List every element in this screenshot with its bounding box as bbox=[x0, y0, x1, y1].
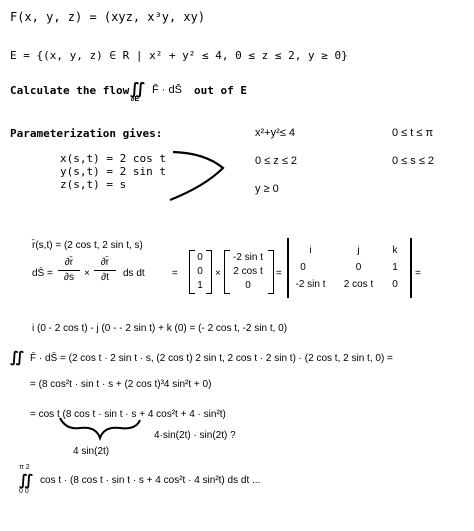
task-integral-sign: ∬ bbox=[130, 81, 145, 98]
side-note: 4·sin(2t) · sin(2t) ? bbox=[154, 430, 236, 441]
vector1-entry: 0 bbox=[197, 266, 203, 277]
task-integrand: F̄ · dS̄ bbox=[152, 84, 182, 96]
partial-r-partial-t bbox=[94, 257, 116, 284]
det-entry: 2 cos t bbox=[343, 279, 374, 290]
fraction-bar bbox=[58, 270, 80, 271]
det-entry: 0 bbox=[300, 262, 306, 273]
task-suffix: out of E bbox=[194, 84, 247, 97]
param-x-equation: x(s,t) = 2 cos t bbox=[60, 152, 166, 165]
region-definition: E = {(x, y, z) ∈ R | x² + y² ≤ 4, 0 ≤ z ≤ 2, y ≥ 0} bbox=[10, 49, 348, 62]
partial-s-denominator: ∂s bbox=[64, 272, 74, 283]
det-entry: j bbox=[357, 245, 360, 256]
factored-line: = cos t (8 cos t · sin t · s + 4 cos²t + 4 · sin²t) bbox=[30, 409, 226, 420]
partial-t-denominator: ∂t bbox=[101, 272, 109, 283]
partial-s-numerator: ∂r̄ bbox=[64, 257, 74, 268]
vector2-entry: 2 cos t bbox=[233, 266, 263, 277]
det-entry: i bbox=[309, 245, 312, 256]
vector1-right-bracket bbox=[206, 250, 212, 294]
cross-symbol: × bbox=[84, 268, 90, 279]
range-t: 0 ≤ t ≤ π bbox=[392, 127, 434, 139]
partial-r-partial-s bbox=[58, 257, 80, 284]
det-entry: k bbox=[392, 245, 398, 256]
final-integral-expression: cos t · (8 cos t · sin t · s + 4 cos²t · 4 sin²t) ds dt ... bbox=[40, 475, 261, 486]
vector2-entry: 0 bbox=[245, 280, 251, 291]
vector2-entry: -2 sin t bbox=[232, 252, 263, 263]
ds-dt-text: ds dt bbox=[123, 268, 145, 279]
task-text: Calculate the flow bbox=[10, 84, 130, 97]
equals-sign: = bbox=[172, 268, 178, 279]
underbrace-annotation: 4 sin(2t) bbox=[73, 446, 110, 457]
condition-z-range: 0 ≤ z ≤ 2 bbox=[255, 155, 298, 167]
final-upper-limits: π 2 bbox=[19, 464, 30, 471]
vector1-entry: 1 bbox=[197, 280, 203, 291]
dot-product-line: F̄ · dS̄ = (2 cos t · 2 sin t · s, (2 cos t) 2 sin t, 2 cos t · 2 sin t) · (2 cos t, 2 sin t, 0) = bbox=[30, 353, 393, 364]
determinant-right-bar bbox=[410, 238, 412, 298]
final-lower-limits: 0 0 bbox=[19, 488, 29, 495]
cross-product-result: i (0 - 2 cos t) - j (0 - - 2 sin t) + k (0) = (- 2 cos t, -2 sin t, 0) bbox=[32, 323, 288, 334]
cross-symbol: × bbox=[215, 268, 221, 279]
param-z-equation: z(s,t) = s bbox=[60, 178, 127, 191]
equals-sign: = bbox=[276, 268, 282, 279]
vector2-right-bracket bbox=[268, 250, 274, 294]
surface-integral-sign: ∬ bbox=[10, 349, 24, 366]
underbrace-mark bbox=[60, 418, 140, 438]
ds-label: dS̄ = bbox=[32, 268, 53, 279]
condition-circle: x²+y²≤ 4 bbox=[255, 127, 295, 139]
condition-y-positive: y ≥ 0 bbox=[255, 183, 279, 195]
range-s: 0 ≤ s ≤ 2 bbox=[392, 155, 435, 167]
function-definition: F(x, y, z) = (xyz, x³y, xy) bbox=[10, 10, 206, 24]
chevron-bracket bbox=[170, 152, 223, 200]
det-entry: 0 bbox=[355, 262, 362, 273]
det-entry: 0 bbox=[392, 279, 398, 290]
vector1-entry: 0 bbox=[197, 252, 203, 263]
partial-t-numerator: ∂r̄ bbox=[100, 257, 110, 268]
parameterization-label: Parameterization gives: bbox=[10, 127, 163, 140]
det-entry: -2 sin t bbox=[295, 279, 326, 290]
det-entry: 1 bbox=[392, 262, 398, 273]
fraction-bar bbox=[94, 270, 116, 271]
final-integral-sign: ∬ bbox=[19, 472, 33, 489]
r-vector-definition: r̄(s,t) = (2 cos t, 2 sin t, s) bbox=[32, 240, 143, 251]
task-integral-subscript: ∂E bbox=[131, 96, 140, 103]
simplified-line: = (8 cos²t · sin t · s + (2 cos t)³4 sin²t + 0) bbox=[30, 379, 212, 390]
equals-sign: = bbox=[415, 268, 421, 279]
param-y-equation: y(s,t) = 2 sin t bbox=[60, 165, 166, 178]
